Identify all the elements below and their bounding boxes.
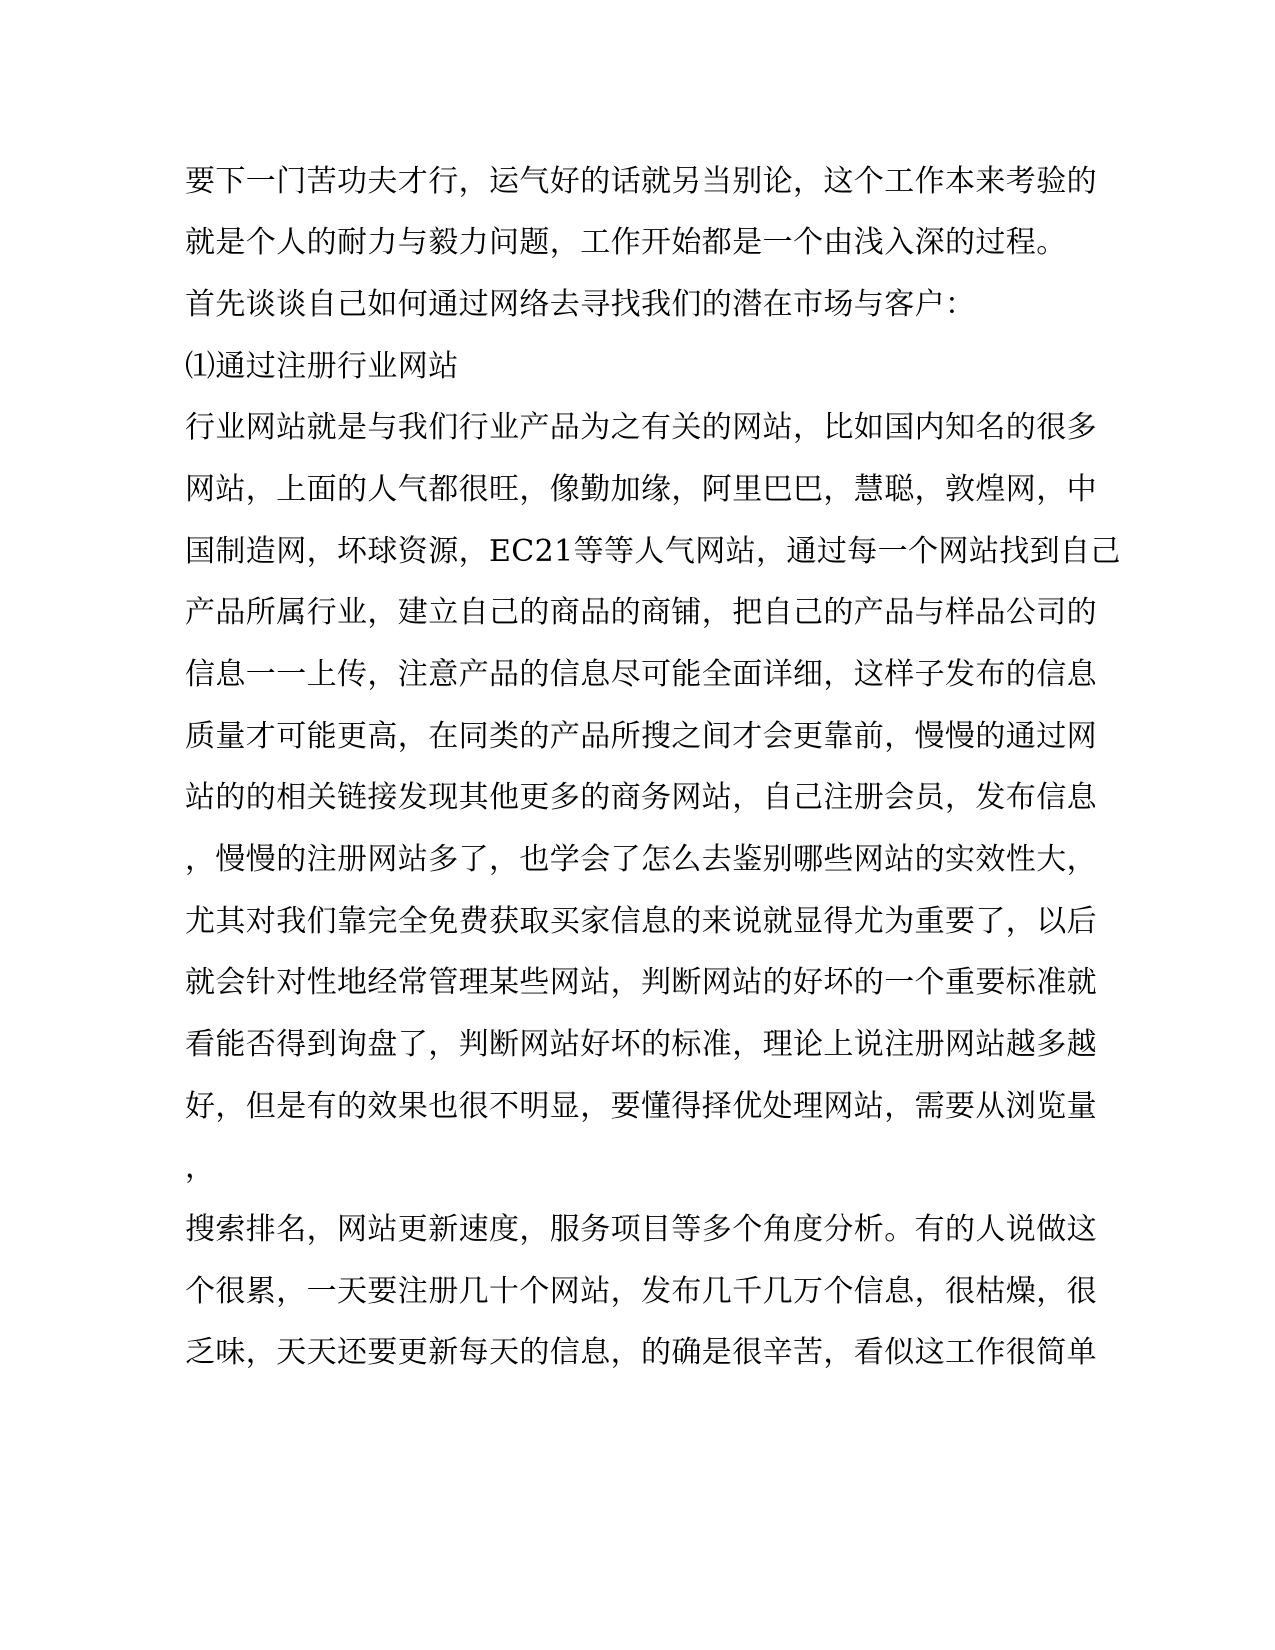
text-line: 站的的相关链接发现其他更多的商务网站，自己注册会员，发布信息 xyxy=(185,780,1097,815)
text-line: 首先谈谈自己如何通过网络去寻找我们的潜在市场与客户： xyxy=(185,287,976,322)
section-heading: ⑴通过注册行业网站 xyxy=(185,349,459,384)
text-line: ，慢慢的注册网站多了，也学会了怎么去鉴别哪些网站的实效性大， xyxy=(185,842,1097,877)
text-line: ， xyxy=(185,1150,216,1185)
text-line: 行业网站就是与我们行业产品为之有关的网站，比如国内知名的很多 xyxy=(185,410,1097,445)
text-line: 好，但是有的效果也很不明显，要懂得择优处理网站，需要从浏览量 xyxy=(185,1089,1097,1124)
text-line: 尤其对我们靠完全免费获取买家信息的来说就显得尤为重要了，以后 xyxy=(185,904,1097,939)
text-line: 信息一一上传，注意产品的信息尽可能全面详细，这样子发布的信息 xyxy=(185,657,1097,692)
text-line: 要下一门苦功夫才行，运气好的话就另当别论，这个工作本来考验的 xyxy=(185,164,1097,199)
text-line: 国制造网，坏球资源，EC21等等人气网站，通过每一个网站找到自己 xyxy=(185,534,1121,569)
text-line: 网站，上面的人气都很旺，像勤加缘，阿里巴巴，慧聪，敦煌网，中 xyxy=(185,472,1097,507)
text-line: 看能否得到询盘了，判断网站好坏的标准，理论上说注册网站越多越 xyxy=(185,1027,1097,1062)
text-line: 乏味，天天还要更新每天的信息，的确是很辛苦，看似这工作很简单 xyxy=(185,1335,1097,1370)
text-line: 产品所属行业，建立自己的商品的商铺，把自己的产品与样品公司的 xyxy=(185,595,1097,630)
text-line: 就是个人的耐力与毅力问题，工作开始都是一个由浅入深的过程。 xyxy=(185,225,1067,260)
text-line: 搜索排名，网站更新速度，服务项目等多个角度分析。有的人说做这 xyxy=(185,1212,1097,1247)
text-line: 就会针对性地经常管理某些网站，判断网站的好坏的一个重要标准就 xyxy=(185,965,1097,1000)
text-line: 个很累，一天要注册几十个网站，发布几千几万个信息，很枯燥，很 xyxy=(185,1274,1097,1309)
text-line: 质量才可能更高，在同类的产品所搜之间才会更靠前，慢慢的通过网 xyxy=(185,719,1097,754)
